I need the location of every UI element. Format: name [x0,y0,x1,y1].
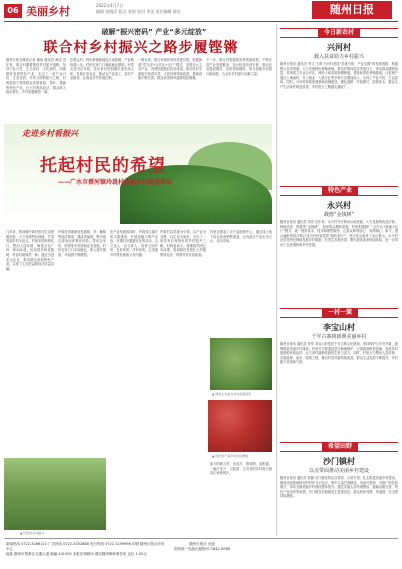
sec1-headline: 兴河村 [327,42,351,52]
banner-caption: ▲ 玲珑村美丽乡村建设 [212,218,243,222]
sec2-body: 随州日报讯 通讯员 刘芳 近年来，永兴村充分利用山地资源，大力发展特色经济林，种植油茶、核桃等“金钱树”，拓宽群众增收渠道。村里积极推广“合作社+基地+农户”模式，统一提供苗木、技术和销售服务，让群众种得放心、卖得顺心。如今，漫山遍野的经济林已成为村民致富的“绿色银行”，昔日荒山变成了金山银山。永兴村还依托特色种植发展乡村旅游，打造生态观光带，吸引游客前来休闲体验，进一步带动了农民增收和乡村发展。 [280,220,398,247]
sec2-headline: 永兴村 [327,200,351,210]
article-headline: 联合村乡村振兴之路步履铿锵 [43,40,239,56]
sec1-subtitle: 载入扶贫助力乡村振兴 [313,54,364,60]
lower-body-col2: 玲珑村因地制宜发展桃、李、葡萄等经济林果，建成采摘园，吸引周边游客前来观光体验，带动农家乐、民宿等乡村旅游业态发展。村民在家门口实现就业，收入逐年提高，幸福感不断增强。 [58,230,106,257]
lower-body-col4: 玲珑村以党建为引领，以产业为支撑，以生态为底色，走出了一条具有自身特色的乡村振兴之路。村两委表示，将继续巩固已有成果，因地制宜发展壮大村级集体经济，带领村民共同致富。 [160,230,206,257]
sec3-subtitle: 千年古寨树新颜美丽乡村 [311,334,367,340]
column-divider [276,24,277,536]
article-body-col1: 随州日报全媒体记者 谢雨 通讯员 黄成 近年来，联合村紧紧围绕乡村振兴战略，坚持产业兴村、生态美村、文化润村，因地制宜发展特色产业，走出了一条产业兴旺、生态宜居、乡风文明的振兴之路。村两委班子带领群众发展香菇、茶叶、果蔬等特色产业，壮大村集体经济，群众收入稳步增长，乡村面貌焕然一新。 [6,58,66,95]
lower-body-col5a: 村里还建起了农产品展销中心，通过线上线下结合拓宽销售渠道，让优质农产品走出大山、走向市场。 [210,230,272,244]
header-divider [4,21,398,22]
footer-line2: 地址 随州市曾都区交通大道 邮编 441300 本报法律顾问 湖北随州律师事务所 定价 1.00元 [6,552,147,556]
header-date: 2022年4月7日 [96,3,124,8]
banner-headline: 托起村民的希望 [40,156,166,176]
lower-body-col5b: 如今的联合村，田成方、路成网、渠相通，一幅产业兴、百姓富、生态美的乡村振兴画卷正徐徐展开。 [210,462,272,476]
sec3-tag: 一村一策 [322,308,358,318]
banner-subtitle: ——广水市蔡河镇玲珑村美丽乡村建设探访 [58,179,173,186]
photo-green-landscape [210,338,272,390]
header-editors: 编辑 张晓萍 版式 张悦 校对 李洁 责任编辑 蒋红 [96,9,181,14]
page-number: 06 [4,4,22,18]
sec4-headline: 沙门镇村 [323,456,355,466]
sec4-body: 随州日报讯 通讯员 陈静 沙门镇坚持以点带面、示范引领，扎实推进美丽乡村建设。镇里选取基础较好的村作为示范点，集中力量打造精品，形成可复制、可推广的经验做法，带动全镇美丽乡村建设整体提升。通过实施人居环境整治、基础设施完善、特色产业培育等举措，沙门镇各村面貌发生显著变化，群众的获得感、幸福感、安全感持续增强。 [280,476,398,499]
sec4-subtitle: 以点带面推动美丽乡村建设 [308,468,369,474]
caption-field: ▲ 玲珑村乡村振兴 [20,531,45,535]
footer-center [172,542,232,552]
photo-red-produce [208,400,272,452]
caption-green: ▲ 绿色生态成为乡村亮丽底色 [212,392,252,396]
lower-body-col3: 在产业发展的同时，玲珑村注重乡风文明建设，开展星级文明户评选、好媳妇好婆婆评比等活动，以文化人、以文育人，培育文明乡风、良好家风、淳朴民风，让美丽乡村既有颜值又有内涵。 [110,230,158,257]
sec2-tag: 特色产业 [322,186,358,196]
article-kicker: 破解“振兴密码” 产业“多元绽放” [101,28,207,36]
header-meta [96,3,181,15]
newspaper-logo: 随州日报 [312,1,392,19]
sec3-headline: 李宝山村 [323,322,355,332]
sec2-subtitle: 载德“金钱树” [323,212,355,218]
lower-body-col1: 几年来，蔡河镇玲珑村依托生态资源优势，大力发展特色种植，打造美丽乡村示范点。村里坚持规划先行，整治人居环境，修建文化广场、休闲步道，房前屋后种花植树，村容村貌焕然一新。通过引进龙头企业，带动群众发展特色产业，实现了生态效益和经济效益双赢。 [6,230,54,271]
footer-info [6,542,166,557]
article-body-col2: 在联合村，特色种植基地连片成规模，产业路四通八达，村民在家门口就能就业增收。村党支部书记介绍，近年来村里积极引进市场主体，发展订单农业，推动农产品加工，延长产业链条，让群众共享发展红利。 [70,58,134,81]
section-title: 美丽乡村 [26,5,70,18]
banner-tag: 走进乡村看振兴 [22,129,78,138]
sec1-tag: 今日新农村 [318,28,360,38]
sec4-tag: 希望田野 [322,442,358,452]
sec3-body: 随州日报讯 通讯员 张军 李宝山村依托千年古寨文化资源，坚持保护与开发并重，统筹推进美丽乡村建设。村里对古寨遗址进行修缮保护，完善旅游配套设施，发展乡村旅游和民宿经济，让古老村落焕发新的生机与活力。同时，村里大力整治人居环境，实施改厕、改水、改路工程，推动村容村貌持续改善，群众生活品质不断提升，乡村振兴呈现新气象。 [280,342,398,365]
footer-divider [4,538,398,539]
photo-field [4,458,106,530]
caption-red: ▲ 特色农产品带动村民增收 [212,454,249,458]
sec1-body: 随州日报讯 通讯员 李文 王勇 兴河村坚持“党建引领、产业支撑”的发展思路，积极整合各类资源，大力发展特色种植养殖，推动村集体经济发展壮大，带动群众增收致富。村里成立专业合作社，流转土地发展规模种植，建设标准化养殖基地，让贫困户通过土地流转、务工就业、入股分红等多种方式增加收入，实现了产业兴旺、生活富裕。同时，兴河村持续加强基础设施建设，硬化道路、安装路灯、改善饮水，群众生产生活条件明显改善，乡村振兴之路越走越宽广。 [280,62,398,89]
article-body-col4: 下一步，联合村将继续发挥资源优势，不断完善产业发展链条，加大科技培训力度，推动农业提质增效、农民持续增收，努力绘就乡村振兴新画卷，为全市乡村振兴贡献力量。 [206,58,272,76]
article-body-col3: 一路走来，联合村始终坚持党建引领，积极探索“党支部+合作社+农户”模式，发展壮大主导产业，巩固拓展脱贫攻坚成果，推动乡村全面振兴取得实效，人居环境持续改善，基础设施不断完善，群众获得感幸福感明显增强。 [138,58,202,81]
footer-line1: 新闻热线 0722-3266110 广告热线 0722-3252888 发行热线 0722-3259996 印刷 随州日报社印务中心 [6,542,165,551]
footer-center-sub: 国内统一连续出版物号 CN42-0068 [174,547,230,551]
footer-center-label: 随州日报社 出版 [189,542,215,546]
